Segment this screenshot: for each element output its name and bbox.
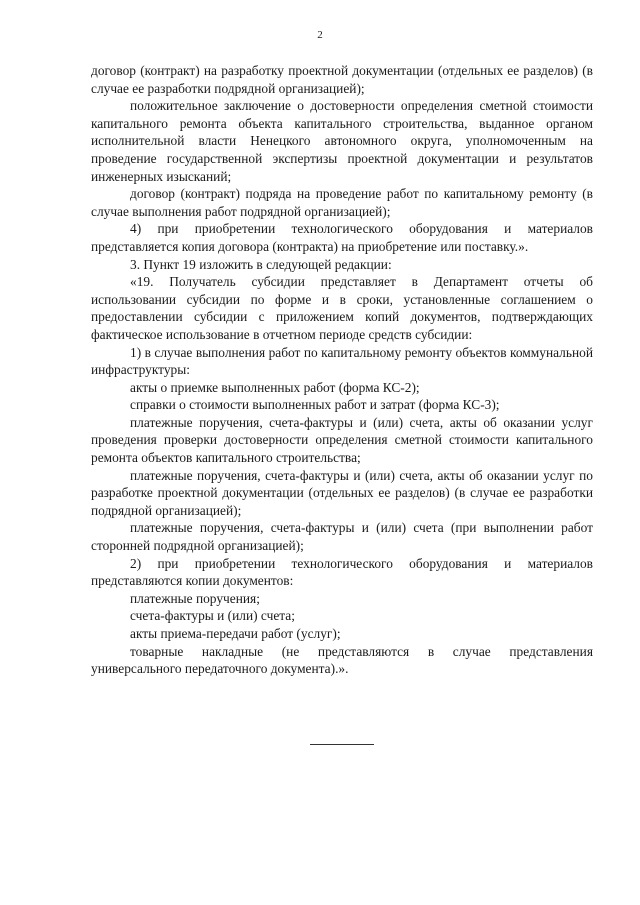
paragraph: счета-фактуры и (или) счета; xyxy=(130,608,295,624)
paragraph: «19. Получатель субсидии представляет в Департамент отчеты об использовании субсидии по форме и в сроки, установленные соглашением о предоставлении субсидии с приложением копий документов, подтверждающих фактическое использование в отчетном периоде средств субсидии: xyxy=(91,274,593,342)
paragraph: 4) при приобретении технологического оборудования и материалов представляется копия договора (контракта) на приобретение или поставку.». xyxy=(91,221,593,254)
paragraph: положительное заключение о достоверности определения сметной стоимости капитального ремонта объекта капитального строительства, выданное органом исполнительной власти Ненецкого автономного округа, уполномоченным на проведение государственной экспертизы проектной документации и результатов инженерных изысканий; xyxy=(91,98,593,184)
page-number: 2 xyxy=(317,29,323,41)
paragraph: платежные поручения, счета-фактуры и (или) счета, акты об оказании услуг проведения проверки достоверности определения сметной стоимости капитального ремонта объектов капитального строительства; xyxy=(91,414,593,466)
paragraph: товарные накладные (не представляются в случае представления универсального передаточного документа).». xyxy=(91,643,593,677)
paragraph: платежные поручения, счета-фактуры и (или) счета, акты об оказании услуг по разработке проектной документации (отдельных ее разделов) (в случае ее разработки подрядной организацией); xyxy=(91,467,593,518)
paragraph: 3. Пункт 19 изложить в следующей редакции: xyxy=(130,256,392,272)
paragraph: договор (контракт) на разработку проектной документации (отдельных ее разделов) (в случае ее разработки подрядной организацией); xyxy=(91,63,593,96)
paragraph: акты приема-передачи работ (услуг); xyxy=(130,626,341,641)
paragraph: акты о приемке выполненных работ (форма КС-2); xyxy=(130,379,420,395)
paragraph: договор (контракт) подряда на проведение работ по капитальному ремонту (в случае выполнения работ подрядной организацией); xyxy=(91,186,593,219)
paragraph: справки о стоимости выполненных работ и затрат (форма КС-3); xyxy=(130,397,500,413)
paragraph: платежные поручения; xyxy=(130,590,260,606)
paragraph: 1) в случае выполнения работ по капитальному ремонту объектов коммунальной инфраструктуры: xyxy=(91,344,593,378)
end-of-text-rule xyxy=(310,744,374,745)
paragraph: платежные поручения, счета-фактуры и (или) счета (при выполнении работ сторонней подрядной организацией); xyxy=(91,520,593,554)
paragraph: 2) при приобретении технологического оборудования и материалов представляются копии документов: xyxy=(91,555,593,589)
document-body xyxy=(91,62,593,678)
